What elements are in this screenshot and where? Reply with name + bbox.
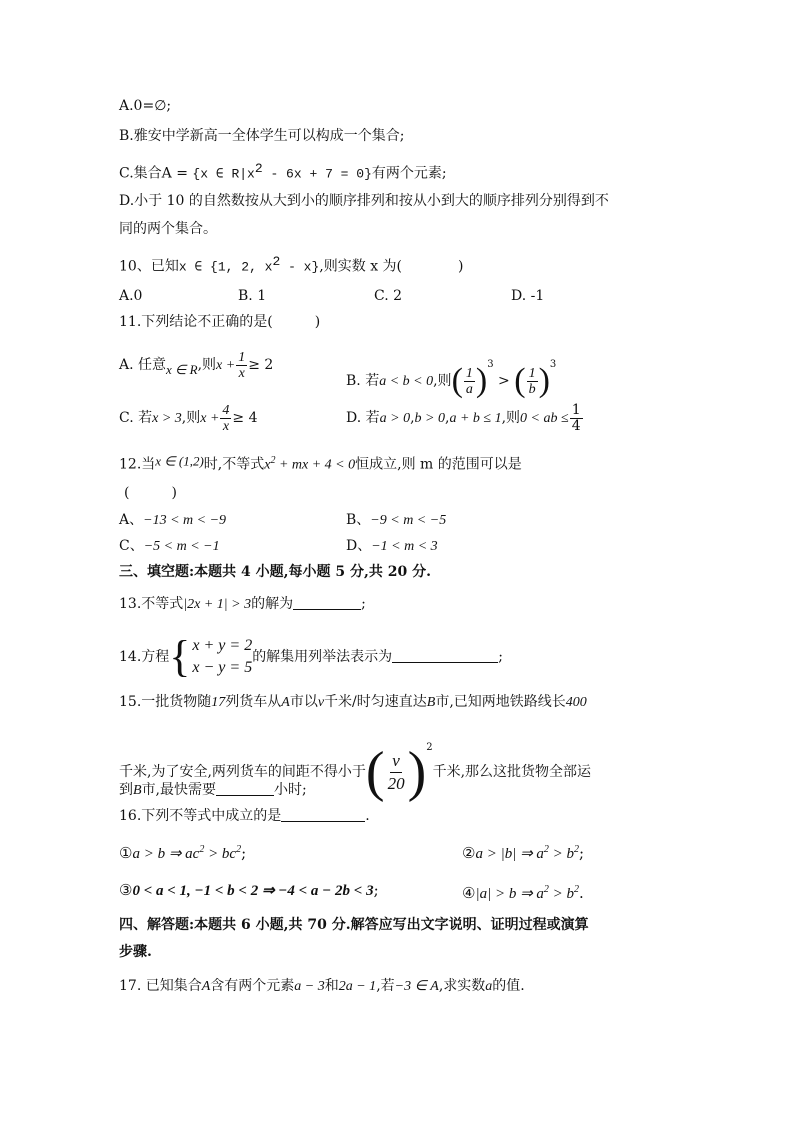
q16-option-3: ③0 < a < 1, −1 < b < 2 ⇒ −4 < a − 2b < 3;	[119, 881, 379, 899]
q10-option-d: D. -1	[511, 288, 545, 304]
q10-option-b: B. 1	[238, 288, 267, 304]
q10-option-c: C. 2	[374, 288, 403, 304]
q11-stem: 11.下列结论不正确的是( )	[119, 314, 321, 330]
q9-option-d-line1: D.小于 10 的自然数按从大到小的顺序排列和按从小到大的顺序排列分别得到不	[119, 193, 609, 209]
q9-option-d-line2: 同的两个集合。	[119, 221, 217, 237]
q11-option-a: A. 任意x ∈ R,则x + $\frac{1}{x}$ ≥ 2	[119, 349, 274, 381]
q16-answer-blank[interactable]	[281, 807, 365, 822]
q10-option-a: A.0	[119, 288, 143, 304]
q17-stem: 17. 已知集合A含有两个元素a − 3和2a − 1,若−3 ∈ A,求实数a的值.	[119, 978, 525, 994]
q10-stem: 10、已知x ∈ {1, 2, $x^2 - x$},则实数 x 为( )	[119, 254, 464, 275]
section3-heading: 三、填空题:本题共 4 小题,每小题 5 分,共 20 分.	[119, 564, 431, 580]
q12-option-b: B、−9 < m < −5	[346, 512, 447, 528]
q15-line1: 15.一批货物随17列货车从A市以v千米/时匀速直达B市,已知两地铁路线长400	[119, 694, 587, 710]
q15-answer-blank[interactable]	[216, 781, 274, 796]
q16-option-2: ②a > |b| ⇒ $a^2 > b^2$;	[462, 844, 585, 862]
q9-option-b: B.雅安中学新高一全体学生可以构成一个集合;	[119, 128, 405, 144]
q14-answer-blank[interactable]	[392, 648, 498, 663]
q11-option-c: C. 若x > 3,则x + $\frac{4}{x}$ ≥ 4	[119, 402, 258, 434]
q13-answer-blank[interactable]	[293, 595, 361, 610]
section4-heading-line2: 步骤.	[119, 944, 152, 960]
q13-line: 13.不等式|2x + 1| > 3的解为 ;	[119, 596, 366, 612]
q12-answer-paren: ( )	[124, 485, 177, 501]
q14-line: 14.方程 { x + y = 2 x − y = 5 的解集用列举法表示为 ;	[119, 632, 503, 681]
q12-option-d: D、−1 < m < 3	[346, 538, 438, 554]
q16-option-1: ①a > b ⇒ $ac^2 > bc^2$;	[119, 844, 247, 862]
q11-option-d: D. 若a > 0,b > 0,a + b ≤ 1,则0 < ab ≤ $\frac{1}{4}$	[346, 401, 581, 434]
q16-option-4: ④|a| > b ⇒ $a^2 > b^2$.	[462, 884, 584, 902]
q12-stem: 12.当x ∈ (1,2)时,不等式$x^2$ + mx + 4 < 0恒成立,则 m 的范围可以是	[119, 453, 522, 473]
q16-stem: 16.下列不等式中成立的是 .	[119, 808, 370, 824]
q15-line2: 千米,为了安全,两列货车的间距不得小于( $\frac{v}{20}$ )$^2$千米,那么这批货物全部运	[119, 741, 592, 803]
q12-option-a: A、−13 < m < −9	[119, 512, 227, 528]
q12-option-c: C、−5 < m < −1	[119, 538, 220, 554]
q9-option-c: C.集合A = {x ∈ $R|x^2 - 6x + 7 = 0$}有两个元素;	[119, 161, 447, 182]
q11-option-b: B. 若a < b < 0,则( $\frac{1}{a}$ )$^3$ > ( $\frac{1}{b}$ )$^3$	[346, 359, 557, 399]
q15-line3: 到B市,最快需要 小时;	[119, 782, 307, 798]
section4-heading-line1: 四、解答题:本题共 6 小题,共 70 分.解答应写出文字说明、证明过程或演算	[119, 917, 589, 933]
q9-option-a: A.0=∅;	[119, 98, 172, 114]
